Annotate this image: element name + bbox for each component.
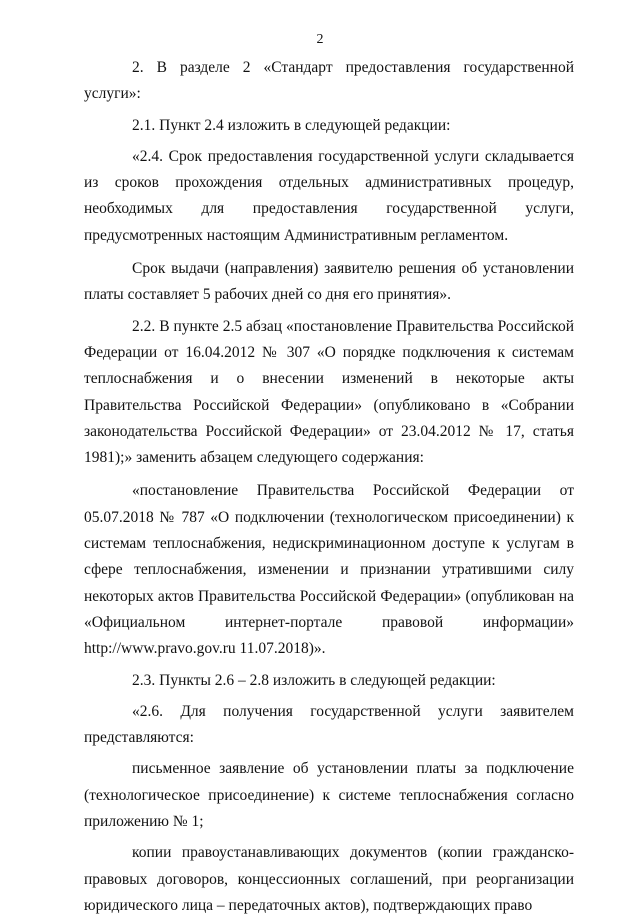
page-number: 2 xyxy=(316,32,324,47)
paragraph-2-3: 2.3. Пункты 2.6 – 2.8 изложить в следующей редакции: xyxy=(132,671,496,689)
paragraph-application: письменное заявление об установлении платы за подключение (технологическое присоединение) к системе теплоснабжения согласно приложению № 1; xyxy=(84,760,574,831)
paragraph-2-4-quote: «2.4. Срок предоставления государственной услуги складывается из сроков прохождения отдельных административных процедур, необходимых для предоставления государственной услуги, предусмотренных настоящим Административным регламентом. xyxy=(84,147,574,244)
paragraph-decree-quote: «постановление Правительства Российской Федерации от 05.07.2018 № 787 «О подключении (технологическом присоединении) к системам теплоснабжения, недискриминационном доступе к услугам в сфере теплоснабжения, изменении и признании утратившими силу некоторых актов Правительства Российской Федерации» (опубликован на «Официальном интернет-портале правовой информации» http://www.pravo.gov.ru 11.07.2018)». xyxy=(84,482,574,658)
document-body xyxy=(84,55,574,919)
paragraph-2-1: 2.1. Пункт 2.4 изложить в следующей редакции: xyxy=(132,116,451,134)
paragraph-documents: копии правоустанавливающих документов (копии гражданско-правовых договоров, концессионных соглашений, при реорганизации юридического лица – передаточных актов), подтверждающих право xyxy=(84,844,574,914)
paragraph-2-6-quote: «2.6. Для получения государственной услуги заявителем представляются: xyxy=(84,702,574,747)
paragraph-issue-term: Срок выдачи (направления) заявителю решения об установлении платы составляет 5 рабочих дней со дня его принятия». xyxy=(84,260,574,304)
paragraph-2-2: 2.2. В пункте 2.5 абзац «постановление Правительства Российской Федерации от 16.04.2012 № 307 «О порядке подключения к системам теплоснабжения и о внесении изменений в некоторые акты Правительства Российской Федерации» (опубликовано в «Собрании законодательства Российской Федерации» от 23.04.2012 № 17, статья 1981);» заменить абзацем следующего содержания: xyxy=(84,317,574,467)
paragraph-section-2: 2. В разделе 2 «Стандарт предоставления государственной услуги»: xyxy=(84,59,574,103)
